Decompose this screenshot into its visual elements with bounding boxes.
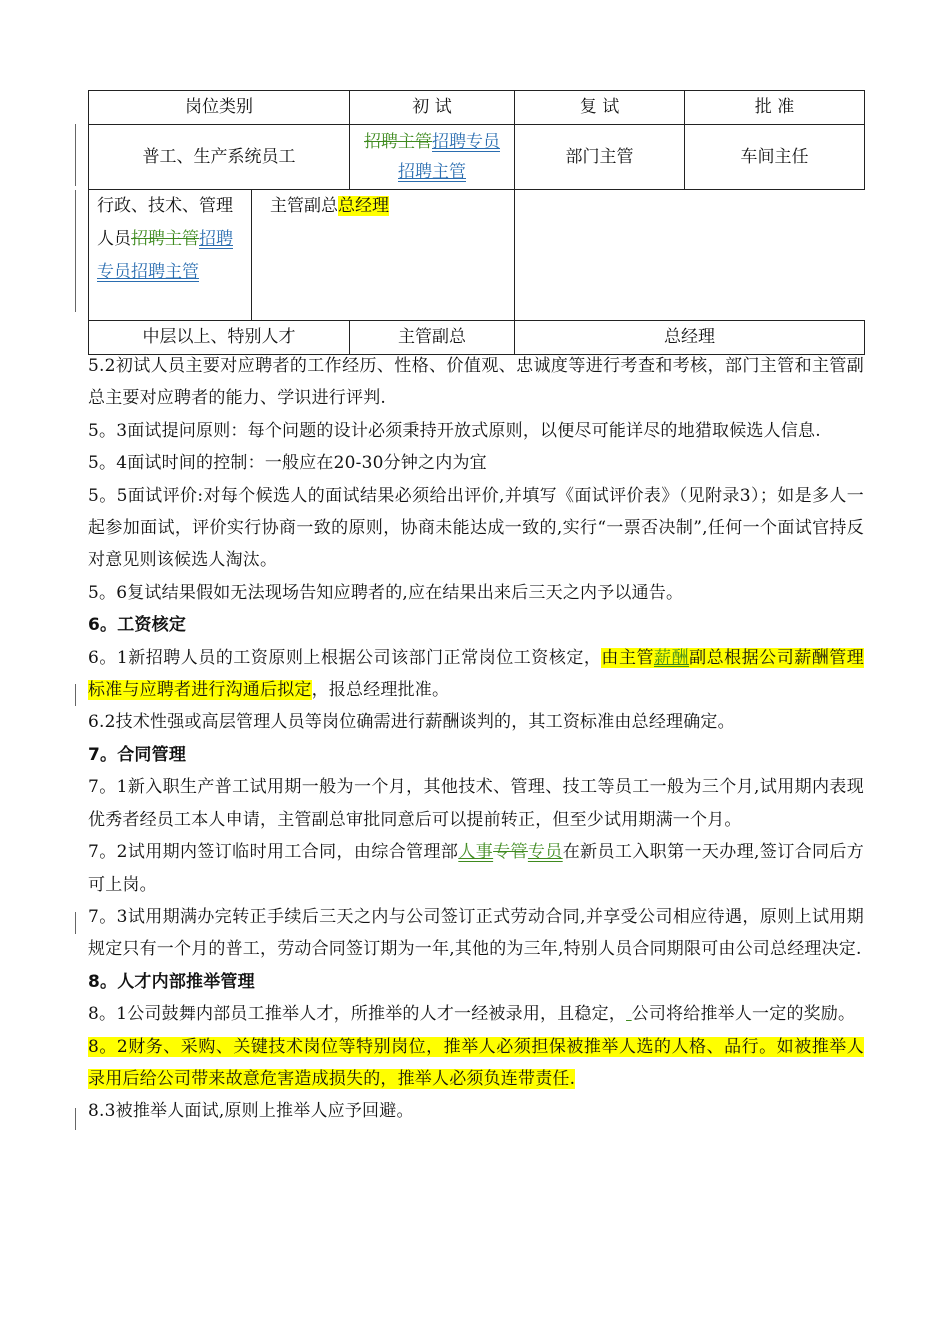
p81-text: 8。1公司鼓舞内部员工推举人才，所推举的人才一经被录用，且稳定， xyxy=(88,1004,627,1025)
change-bar xyxy=(75,912,76,934)
p61-text-end: ，报总经理批准。 xyxy=(311,680,450,701)
row2-category-text: 行政、技术、管理人员 xyxy=(97,196,233,249)
row2-empty xyxy=(515,190,865,321)
table-row xyxy=(89,125,865,190)
change-bar xyxy=(75,1108,76,1130)
highlighted-text: 由主管 xyxy=(601,647,654,668)
paragraph-5-5: 5。5面试评价:对每个候选人的面试结果必须给出评价,并填写《面试评价表》（见附录3）；如是多人一起参加面试，评价实行协商一致的原则，协商未能达成一致的,实行“一票否决制”,任何一个面试官持反对意见则该候选人淘汰。 xyxy=(88,485,864,571)
inserted-text: 专员 xyxy=(527,842,563,863)
row2-second-text: 主管副总 xyxy=(270,196,338,216)
paragraph-5-4: 5。4面试时间的控制：一般应在20-30分钟之内为宜 xyxy=(88,453,487,474)
section-heading-7: 7。合同管理 xyxy=(88,744,187,765)
paragraph-8-1 xyxy=(88,998,864,1030)
row2-category xyxy=(89,190,252,321)
header-first-interview: 初 试 xyxy=(350,91,515,125)
highlighted-text: 总经理 xyxy=(338,196,389,216)
p61-text: 6。1新招聘人员的工资原则上根据公司该部门正常岗位工资核定， xyxy=(88,647,602,668)
header-approval: 批 准 xyxy=(685,91,865,125)
highlighted-text: 8。2财务、采购、关键技术岗位等特别岗位，推举人必须担保被推举人选的人格、品行。如被推举人录用后给公司带来故意危害造成损失的，推举人必须负连带责任. xyxy=(88,1036,864,1089)
p72-text-end: 在新员工入职第一天办理,签订合同后方可上岗。 xyxy=(88,842,865,895)
p72-text: 7。2试用期内签订临时用工合同，由综合管理部 xyxy=(88,842,459,863)
inserted-text: 招聘专员 xyxy=(97,229,233,282)
paragraph-6-1 xyxy=(88,642,864,707)
highlighted-text: 副总根据公司薪酬管理标准与应聘者进行沟通后拟定 xyxy=(88,647,864,701)
row1-approval: 车间主任 xyxy=(685,125,865,190)
paragraph-5-2: 5.2初试人员主要对应聘者的工作经历、性格、价值观、忠诚度等进行考查和考核，部门主管和主管副总主要对应聘者的能力、学识进行评判. xyxy=(88,356,864,409)
interview-approval-table xyxy=(88,90,865,355)
row3-second-interview: 主管副总 xyxy=(350,321,515,355)
paragraph-7-2 xyxy=(88,836,864,901)
document-body xyxy=(88,350,864,1128)
row1-category: 普工、生产系统员工 xyxy=(89,125,350,190)
change-bar xyxy=(75,190,76,312)
header-second-interview: 复 试 xyxy=(515,91,685,125)
inserted-text: 招聘主管 xyxy=(131,262,199,282)
inserted-text: 薪酬 xyxy=(654,647,690,668)
paragraph-7-3: 7。3试用期满办完转正手续后三天之内与公司签订正式劳动合同,并享受公司相应待遇，原则上试用期规定只有一个月的普工，劳动合同签订期为一年,其他的为三年,特别人员合同期限可由公司总经理决定. xyxy=(88,906,864,960)
table-header-row xyxy=(89,91,865,125)
paragraph-5-3: 5。3面试提问原则：每个问题的设计必须秉持开放式原则，以便尽可能详尽的地猎取候选人信息. xyxy=(88,420,821,441)
row1-first-interview xyxy=(350,125,515,190)
p81-text-end: 公司将给推举人一定的奖励。 xyxy=(631,1004,856,1025)
change-bar xyxy=(75,684,76,706)
deleted-text: 招聘主管 xyxy=(131,229,199,249)
inserted-text: 招聘主管 xyxy=(398,162,466,182)
section-heading-8: 8。人才内部推举管理 xyxy=(88,971,255,992)
change-bar xyxy=(75,124,76,186)
row3-category: 中层以上、特别人才 xyxy=(89,321,350,355)
paragraph-5-6: 5。6复试结果假如无法现场告知应聘者的,应在结果出来后三天之内予以通告。 xyxy=(88,582,684,603)
row1-second-interview: 部门主管 xyxy=(515,125,685,190)
inserted-text: 招聘专员 xyxy=(432,132,500,152)
deleted-text: 专管 xyxy=(493,842,528,863)
row2-second-interview xyxy=(252,190,515,321)
paragraph-8-2 xyxy=(88,1031,864,1096)
row3-approval: 总经理 xyxy=(515,321,865,355)
deleted-text: 招聘主管 xyxy=(364,132,432,152)
section-heading-6: 6。工资核定 xyxy=(88,615,187,636)
paragraph-7-1: 7。1新入职生产普工试用期一般为一个月，其他技术、管理、技工等员工一般为三个月,试用期内表现优秀者经员工本人申请，主管副总审批同意后可以提前转正，但至少试用期满一个月。 xyxy=(88,777,864,830)
paragraph-8-3: 8.3被推举人面试,原则上推举人应予回避。 xyxy=(88,1101,414,1122)
header-category: 岗位类别 xyxy=(89,91,350,125)
inserted-text: 人事 xyxy=(458,842,494,863)
paragraph-6-2: 6.2技术性强或高层管理人员等岗位确需进行薪酬谈判的，其工资标准由总经理确定。 xyxy=(88,712,735,733)
table-row xyxy=(89,190,865,321)
